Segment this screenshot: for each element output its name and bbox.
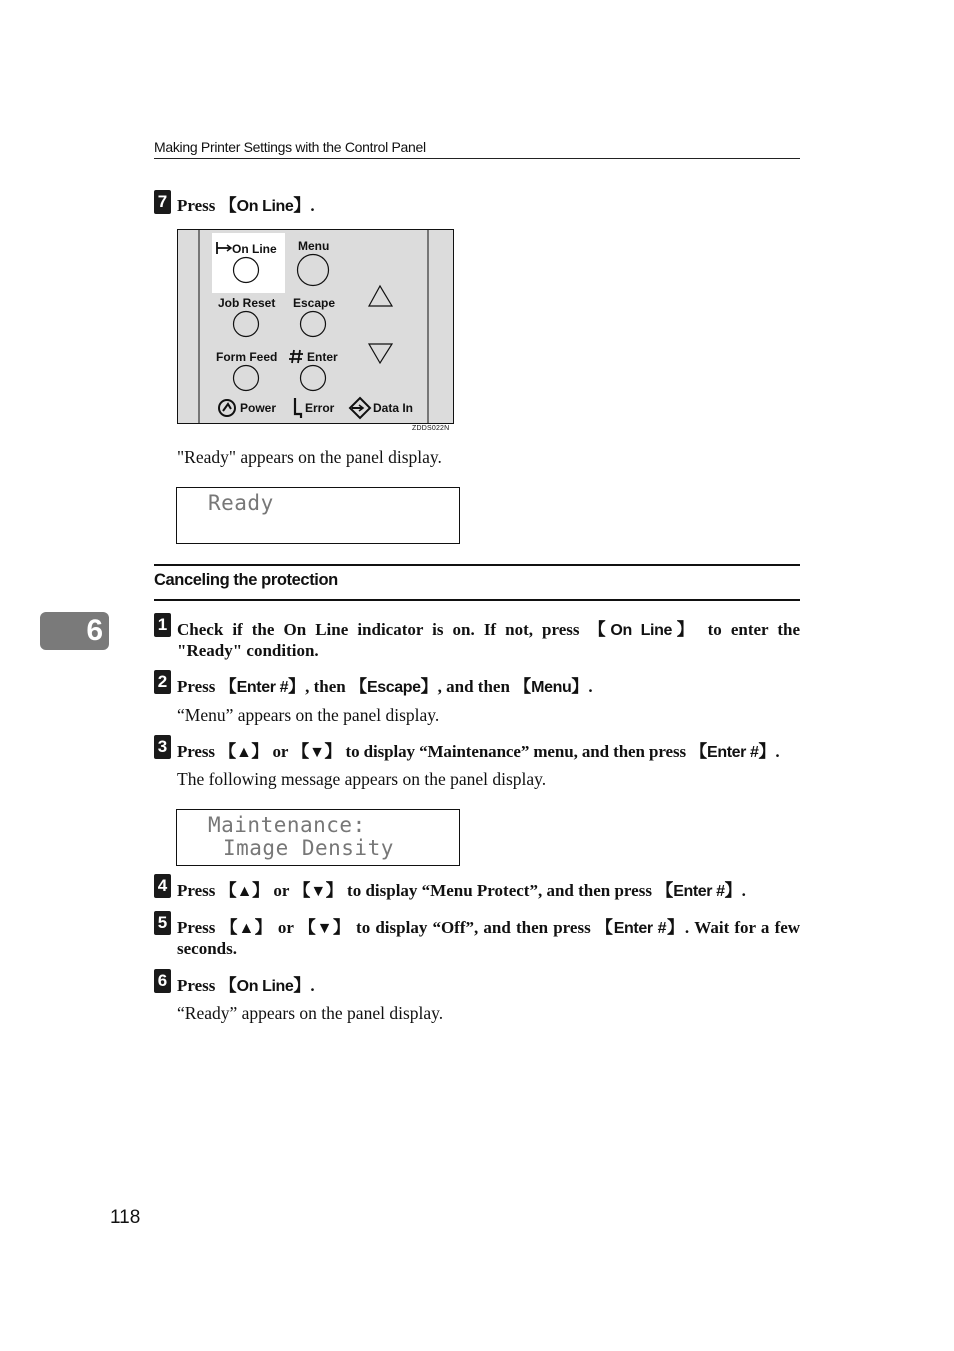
lcd-display-maintenance <box>176 809 460 866</box>
chapter-tab <box>40 612 109 650</box>
section-rule-bottom <box>154 599 800 601</box>
lcd-line-2: Image Density <box>223 836 394 860</box>
error-label: Error <box>305 401 335 415</box>
lcd-line-1: Maintenance: <box>208 813 366 837</box>
data-in-label: Data In <box>373 401 414 415</box>
step-2-text: Press 【Enter #】, then 【Escape】, and then 【Menu】. <box>177 677 593 696</box>
control-panel-svg <box>177 229 454 424</box>
step-number: 2 <box>154 670 171 694</box>
lcd-display-ready <box>176 487 460 544</box>
step-number: 1 <box>154 613 171 637</box>
step-1-line-2: "Ready" condition. <box>177 641 319 660</box>
step-number: 4 <box>154 874 171 898</box>
power-label: Power <box>240 401 277 415</box>
step-5-line-1: Press 【▲】 or 【▼】 to display “Off”, and then press 【Enter #】. Wait for a few <box>177 918 801 937</box>
step-number: 7 <box>154 190 171 214</box>
step-3-note: The following message appears on the panel display. <box>177 769 547 789</box>
step-number: 5 <box>154 911 171 935</box>
ready-note: "Ready" appears on the panel display. <box>177 447 442 467</box>
step-2-note: “Menu” appears on the panel display. <box>177 705 440 725</box>
page-number: 118 <box>110 1207 141 1228</box>
step-4-text: Press 【▲】 or 【▼】 to display “Menu Protect”, and then press 【Enter #】. <box>177 881 746 900</box>
step-6-note: “Ready” appears on the panel display. <box>177 1003 444 1023</box>
section-title: Canceling the protection <box>154 571 338 589</box>
key-label: On Line <box>236 198 294 215</box>
step-1-line-1: Check if the On Line indicator is on. If not, press 【On Line】 to enter the <box>177 620 800 639</box>
on-line-label: On Line <box>232 242 277 256</box>
section-rule-top <box>154 564 800 566</box>
step-6-text: Press 【On Line】. <box>177 976 315 995</box>
chapter-number: 6 <box>86 614 103 647</box>
menu-label: Menu <box>298 239 330 253</box>
figure-code: ZDDS022N <box>412 425 450 432</box>
job-reset-label: Job Reset <box>218 296 276 310</box>
step-5-line-2: seconds. <box>177 939 237 958</box>
header-rule <box>154 158 800 159</box>
escape-label: Escape <box>293 296 336 310</box>
enter-label: Enter <box>307 350 338 364</box>
step-number: 3 <box>154 735 171 759</box>
step-number: 6 <box>154 969 171 993</box>
control-panel-illustration <box>177 229 454 424</box>
step-7-text: Press 【On Line】. <box>177 196 315 215</box>
step-3-text: Press 【▲】 or 【▼】 to display “Maintenance” menu, and then press 【Enter #】. <box>177 742 780 761</box>
form-feed-label: Form Feed <box>216 350 278 364</box>
lcd-line-1: Ready <box>208 491 274 515</box>
running-header: Making Printer Settings with the Control Panel <box>154 139 426 155</box>
